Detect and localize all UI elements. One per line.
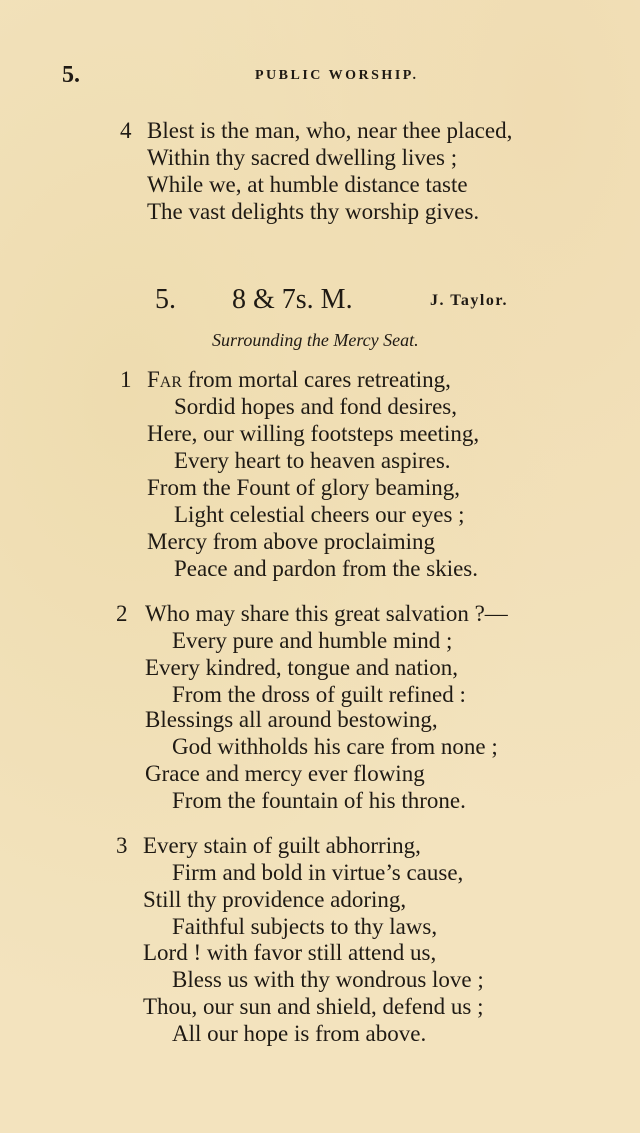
verse-line: Every heart to heaven aspires.: [174, 448, 451, 473]
hymn-heading: [0, 284, 640, 318]
hymn-number: 5.: [155, 284, 176, 315]
verse-line: Light celestial cheers our eyes ;: [174, 502, 465, 527]
verse-number: 1: [120, 367, 132, 392]
verse-line: Blest is the man, who, near thee placed,: [147, 118, 513, 143]
verse-line: Who may share this great salvation ?—: [145, 601, 508, 626]
verse-line: Far from mortal cares retreating,: [147, 367, 451, 392]
verse-number: 3: [116, 833, 128, 858]
verse-line: Here, our willing footsteps meeting,: [147, 421, 480, 446]
verse-line: Peace and pardon from the skies.: [174, 556, 479, 581]
verse-line: From the dross of guilt refined :: [172, 682, 466, 707]
verse-line: Every kindred, tongue and nation,: [145, 655, 458, 680]
verse-line: Within thy sacred dwelling lives ;: [147, 145, 458, 170]
verse-line: Grace and mercy ever flowing: [145, 761, 425, 786]
verse-line: Firm and bold in virtue’s cause,: [172, 860, 464, 885]
verse-line: While we, at humble distance taste: [147, 172, 468, 197]
verse-line: The vast delights thy worship gives.: [147, 199, 480, 224]
verse-line: From the Fount of glory beaming,: [147, 475, 461, 500]
verse-line: Blessings all around bestowing,: [145, 707, 438, 732]
page-number: 5.: [62, 62, 80, 88]
hymn-author: J. Taylor.: [430, 292, 508, 309]
first-word: Far: [147, 367, 183, 392]
verse-line: Thou, our sun and shield, defend us ;: [143, 994, 484, 1019]
hymn-meter: 8 & 7s. M.: [232, 284, 353, 315]
verse-line: Still thy providence adoring,: [143, 887, 407, 912]
verse-line: God withholds his care from none ;: [172, 734, 498, 759]
running-title: PUBLIC WORSHIP.: [255, 68, 419, 83]
verse-line: Faithful subjects to thy laws,: [172, 914, 438, 939]
verse-line: From the fountain of his throne.: [172, 788, 466, 813]
verse-line: Lord ! with favor still attend us,: [143, 940, 437, 965]
verse-line: All our hope is from above.: [172, 1021, 427, 1046]
verse-line: Mercy from above proclaiming: [147, 529, 436, 554]
verse-line: Every stain of guilt abhorring,: [143, 833, 421, 858]
hymn-subtitle: Surrounding the Mercy Seat.: [212, 330, 419, 350]
verse-line: Every pure and humble mind ;: [172, 628, 453, 653]
verse-number: 4: [120, 118, 132, 143]
verse-number: 2: [116, 601, 128, 626]
verse-line: Sordid hopes and fond desires,: [174, 394, 457, 419]
verse-line: Bless us with thy wondrous love ;: [172, 967, 484, 992]
